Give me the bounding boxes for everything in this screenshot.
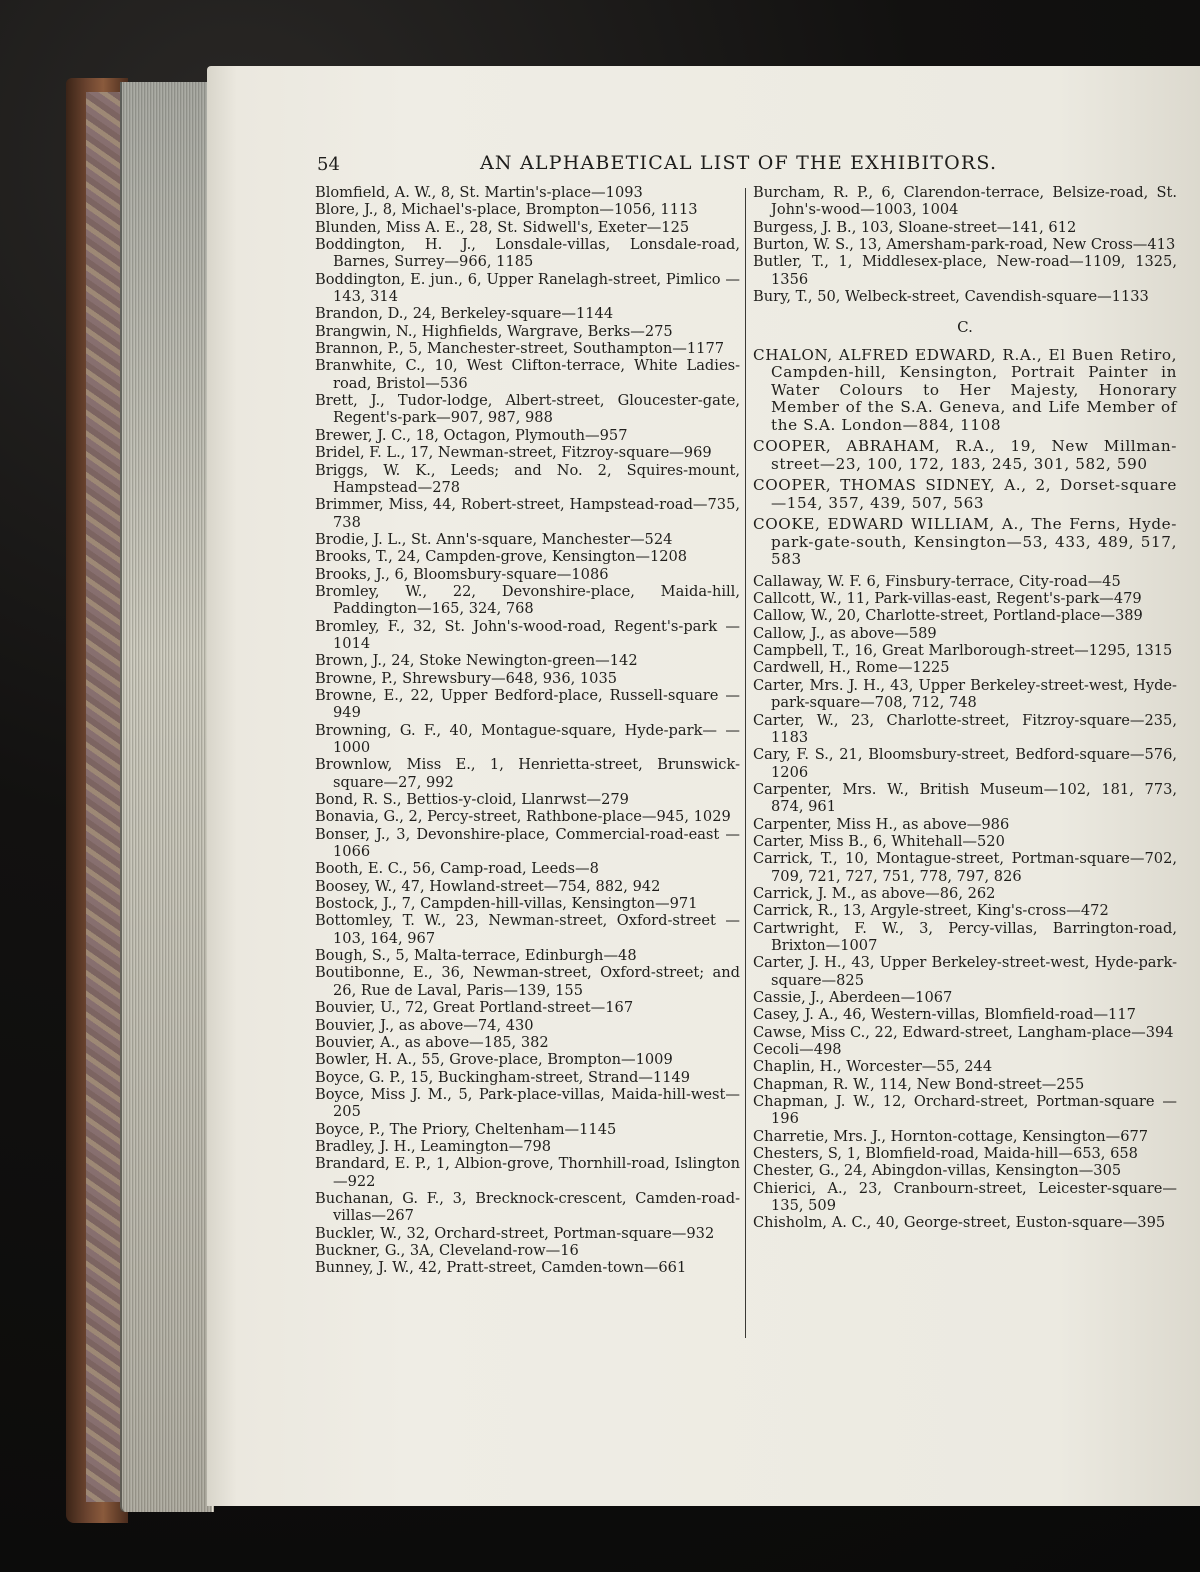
exhibitor-entry: Carter, Mrs. J. H., 43, Upper Berkeley-street-west, Hyde-park-square—708, 712, 748: [753, 676, 1177, 712]
exhibitor-entry: Callaway, W. F. 6, Finsbury-terrace, City-road—45: [753, 572, 1121, 590]
exhibitor-entry: Cary, F. S., 21, Bloomsbury-street, Bedford-square—576, 1206: [753, 746, 1177, 781]
right-column-top: [753, 184, 1177, 305]
exhibitor-entry: Chester, G., 24, Abingdon-villas, Kensington—305: [753, 1162, 1122, 1180]
exhibitor-entry: Bouvier, A., as above—185, 382: [315, 1033, 549, 1051]
exhibitor-entry: Boddington, E. jun., 6, Upper Ranelagh-street, Pimlico —143, 314: [315, 270, 740, 306]
exhibitor-entry: Brooks, J., 6, Bloomsbury-square—1086: [315, 565, 609, 583]
exhibitor-entry: Brimmer, Miss, 44, Robert-street, Hampstead-road—735, 738: [315, 496, 740, 531]
exhibitor-entry: Boosey, W., 47, Howland-street—754, 882, 942: [315, 877, 661, 895]
exhibitor-entry: Bradley, J. H., Leamington—798: [315, 1137, 552, 1155]
exhibitor-entry: Cartwright, F. W., 3, Percy-villas, Barrington-road, Brixton—1007: [753, 919, 1177, 954]
exhibitor-entry: Brooks, T., 24, Campden-grove, Kensington—1208: [315, 548, 688, 566]
exhibitor-entry: Bonser, J., 3, Devonshire-place, Commercial-road-east —1066: [315, 825, 740, 861]
exhibitor-entry: Bury, T., 50, Welbeck-street, Cavendish-square—1133: [753, 288, 1149, 306]
exhibitor-entry: Brandon, D., 24, Berkeley-square—1144: [315, 305, 614, 323]
exhibitor-entry: Carter, W., 23, Charlotte-street, Fitzroy-square—235, 1183: [753, 711, 1177, 746]
exhibitor-entry: Browne, E., 22, Upper Bedford-place, Russell-square —949: [315, 686, 740, 722]
exhibitor-entry: Buchanan, G. F., 3, Brecknock-crescent, Camden-road-villas—267: [315, 1189, 740, 1225]
exhibitor-entry: Carpenter, Mrs. W., British Museum—102, 181, 773, 874, 961: [753, 780, 1177, 816]
exhibitor-entry: Buckler, W., 32, Orchard-street, Portman-square—932: [315, 1224, 715, 1242]
exhibitor-entry: Bostock, J., 7, Campden-hill-villas, Kensington—971: [315, 895, 698, 913]
exhibitor-entry: Blomfield, A. W., 8, St. Martin's-place—1093: [315, 184, 643, 201]
exhibitor-entry: Browne, P., Shrewsbury—648, 936, 1035: [315, 669, 618, 687]
marbled-endpaper: [86, 92, 120, 1502]
exhibitor-entry: Brett, J., Tudor-lodge, Albert-street, Gloucester-gate, Regent's-park—907, 987, 988: [315, 392, 740, 427]
exhibitor-entry: Cawse, Miss C., 22, Edward-street, Langham-place—394: [753, 1023, 1174, 1041]
exhibitor-entry: Briggs, W. K., Leeds; and No. 2, Squires-mount, Hampstead—278: [315, 461, 740, 496]
exhibitor-entry: Brownlow, Miss E., 1, Henrietta-street, Brunswick-square—27, 992: [315, 756, 740, 791]
exhibitor-entry: Carrick, R., 13, Argyle-street, King's-cross—472: [753, 902, 1109, 920]
exhibitor-entry: Chapman, J. W., 12, Orchard-street, Portman-square —196: [753, 1093, 1177, 1128]
section-letter: C.: [957, 318, 973, 337]
exhibitor-entry: Bough, S., 5, Malta-terrace, Edinburgh—48: [315, 947, 637, 965]
exhibitor-entry: Brodie, J. L., St. Ann's-square, Manchester—524: [315, 530, 673, 548]
exhibitor-entry: Cassie, J., Aberdeen—1067: [753, 989, 953, 1006]
page-number: 54: [317, 154, 340, 175]
exhibitor-entry: Butler, T., 1, Middlesex-place, New-road—1109, 1325, 1356: [753, 253, 1177, 288]
exhibitor-entry: Carrick, T., 10, Montague-street, Portman-square—702, 709, 721, 727, 751, 778, 797, 826: [753, 850, 1177, 885]
exhibitor-entry: Brandard, E. P., 1, Albion-grove, Thornhill-road, Islington—922: [315, 1155, 740, 1190]
exhibitor-entry: Blore, J., 8, Michael's-place, Brompton—1056, 1113: [315, 201, 698, 219]
academician-entry: COOKE, EDWARD WILLIAM, A., The Ferns, Hyde-park-gate-south, Kensington—53, 433, 489, 517, 583: [753, 515, 1177, 569]
exhibitor-entry: Callcott, W., 11, Park-villas-east, Regent's-park—479: [753, 590, 1142, 608]
exhibitor-entry: Campbell, T., 16, Great Marlborough-street—1295, 1315: [753, 642, 1173, 660]
left-column: [315, 184, 740, 1277]
exhibitor-entry: Boyce, Miss J. M., 5, Park-place-villas, Maida-hill-west—205: [315, 1085, 740, 1121]
exhibitor-entry: Callow, W., 20, Charlotte-street, Portland-place—389: [753, 607, 1143, 625]
exhibitor-entry: Carter, J. H., 43, Upper Berkeley-street-west, Hyde-park-square—825: [753, 954, 1177, 989]
exhibitor-entry: Brown, J., 24, Stoke Newington-green—142: [315, 652, 638, 670]
exhibitor-entry: Burgess, J. B., 103, Sloane-street—141, 612: [753, 218, 1077, 236]
right-column-highlight: [753, 347, 1177, 569]
exhibitor-entry: Burcham, R. P., 6, Clarendon-terrace, Belsize-road, St. John's-wood—1003, 1004: [753, 184, 1177, 219]
exhibitor-entry: Boddington, H. J., Lonsdale-villas, Lonsdale-road, Barnes, Surrey—966, 1185: [315, 236, 740, 271]
exhibitor-entry: Booth, E. C., 56, Camp-road, Leeds—8: [315, 860, 599, 878]
running-head: AN ALPHABETICAL LIST OF THE EXHIBITORS.: [480, 152, 998, 174]
exhibitor-entry: Chapman, R. W., 114, New Bond-street—255: [753, 1075, 1085, 1093]
exhibitor-entry: Bottomley, T. W., 23, Newman-street, Oxford-street —103, 164, 967: [315, 912, 740, 947]
exhibitor-entry: Bowler, H. A., 55, Grove-place, Brompton—1009: [315, 1051, 673, 1069]
exhibitor-entry: Buckner, G., 3A, Cleveland-row—16: [315, 1241, 579, 1259]
exhibitor-entry: Burton, W. S., 13, Amersham-park-road, New Cross—413: [753, 236, 1176, 254]
exhibitor-entry: Chisholm, A. C., 40, George-street, Euston-square—395: [753, 1214, 1166, 1232]
column-divider: [745, 188, 746, 1338]
exhibitor-entry: Chierici, A., 23, Cranbourn-street, Leicester-square—135, 509: [753, 1179, 1177, 1215]
exhibitor-entry: Chaplin, H., Worcester—55, 244: [753, 1058, 993, 1076]
exhibitor-entry: Carrick, J. M., as above—86, 262: [753, 884, 996, 902]
exhibitor-entry: Blunden, Miss A. E., 28, St. Sidwell's, Exeter—125: [315, 218, 690, 236]
academician-entry: CHALON, ALFRED EDWARD, R.A., El Buen Retiro, Campden-hill, Kensington, Portrait Painter in Water Colours to Her Majesty, Honorary Member of the S.A. Geneva, and Life Member of the S.A. London—884, 1108: [753, 345, 1177, 434]
exhibitor-entry: Bunney, J. W., 42, Pratt-street, Camden-town—661: [315, 1259, 687, 1277]
exhibitor-entry: Branwhite, C., 10, West Clifton-terrace, White Ladies-road, Bristol—536: [315, 357, 740, 392]
right-column-bottom: [753, 573, 1177, 1232]
exhibitor-entry: Bond, R. S., Bettios-y-cloid, Llanrwst—279: [315, 791, 629, 809]
exhibitor-entry: Bromley, W., 22, Devonshire-place, Maida-hill, Paddington—165, 324, 768: [315, 582, 740, 618]
exhibitor-entry: Bouvier, U., 72, Great Portland-street—167: [315, 999, 634, 1017]
exhibitor-entry: Bromley, F., 32, St. John's-wood-road, Regent's-park —1014: [315, 617, 740, 652]
exhibitor-entry: Brannon, P., 5, Manchester-street, Southampton—1177: [315, 340, 725, 358]
exhibitor-entry: Brangwin, N., Highfields, Wargrave, Berks—275: [315, 322, 673, 340]
exhibitor-entry: Charretie, Mrs. J., Hornton-cottage, Kensington—677: [753, 1127, 1149, 1145]
exhibitor-entry: Bridel, F. L., 17, Newman-street, Fitzroy-square—969: [315, 444, 712, 462]
exhibitor-entry: Browning, G. F., 40, Montague-square, Hyde-park— —1000: [315, 721, 740, 756]
academician-entry: COOPER, THOMAS SIDNEY, A., 2, Dorset-square —154, 357, 439, 507, 563: [753, 476, 1177, 512]
exhibitor-entry: Chesters, S, 1, Blomfield-road, Maida-hill—653, 658: [753, 1145, 1138, 1163]
exhibitor-entry: Boutibonne, E., 36, Newman-street, Oxford-street; and 26, Rue de Laval, Paris—139, 155: [315, 964, 740, 999]
exhibitor-entry: Casey, J. A., 46, Western-villas, Blomfield-road—117: [753, 1006, 1136, 1024]
exhibitor-entry: Carter, Miss B., 6, Whitehall—520: [753, 832, 1005, 850]
exhibitor-entry: Cecoli—498: [753, 1041, 842, 1059]
exhibitor-entry: Cardwell, H., Rome—1225: [753, 659, 950, 677]
exhibitor-entry: Brewer, J. C., 18, Octagon, Plymouth—957: [315, 426, 628, 444]
book-page: [207, 66, 1200, 1506]
right-column: [753, 184, 1177, 1232]
academician-entry: COOPER, ABRAHAM, R.A., 19, New Millman-street—23, 100, 172, 183, 245, 301, 582, 590: [753, 437, 1177, 473]
exhibitor-entry: Carpenter, Miss H., as above—986: [753, 815, 1010, 833]
exhibitor-entry: Bonavia, G., 2, Percy-street, Rathbone-place—945, 1029: [315, 808, 731, 826]
page-edges-shade: [120, 82, 212, 1512]
exhibitor-entry: Bouvier, J., as above—74, 430: [315, 1016, 534, 1034]
exhibitor-entry: Boyce, G. P., 15, Buckingham-street, Strand—1149: [315, 1068, 691, 1086]
exhibitor-entry: Boyce, P., The Priory, Cheltenham—1145: [315, 1120, 617, 1138]
exhibitor-entry: Callow, J., as above—589: [753, 624, 937, 642]
